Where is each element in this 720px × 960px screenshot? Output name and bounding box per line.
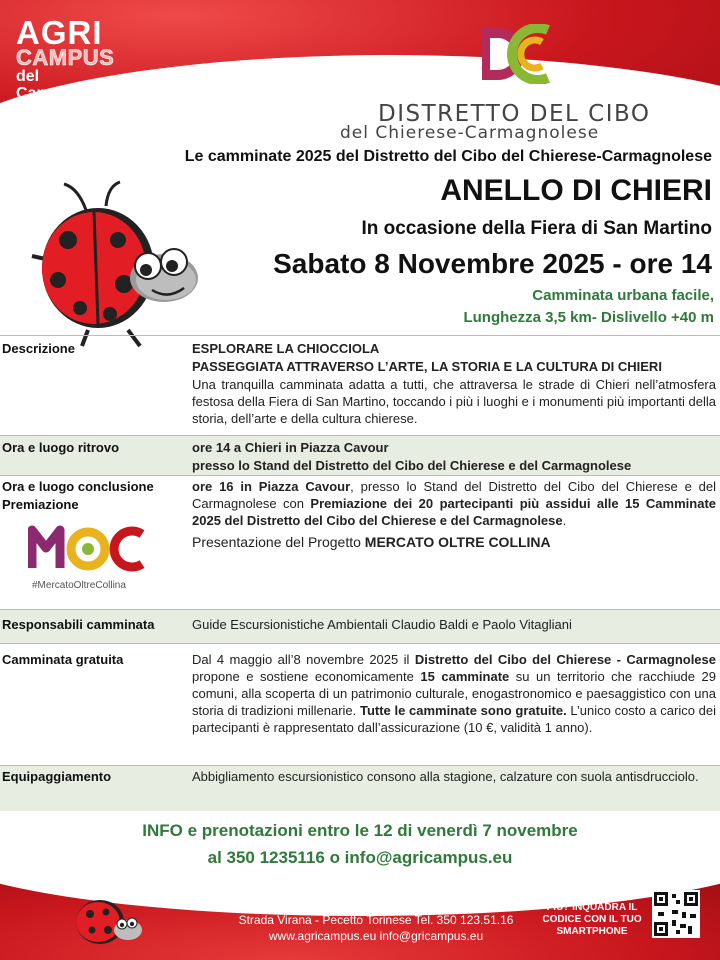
qr-code-icon[interactable] [652, 890, 700, 938]
ritrovo-line1: ore 14 a Chieri in Piazza Cavour [192, 440, 389, 455]
mercato-oltre-collina-logo-icon [28, 520, 152, 592]
gratuita-t2: propone e sostiene economicamente [192, 669, 421, 684]
agricampus-logo-line1: AGRI [16, 14, 103, 51]
conclusione-bold2: Premiazione dei 20 partecipanti più assidui alle 15 Camminate 2025 del Distretto del Cibo del Chierese e del Carmagnolese [192, 496, 716, 528]
label-equipaggiamento: Equipaggiamento [2, 769, 112, 784]
label-descrizione: Descrizione [2, 341, 75, 356]
label-ritrovo: Ora e luogo ritrovo [2, 440, 120, 455]
info-line2: al 350 1235116 o info@agricampus.eu [207, 848, 513, 867]
footer-qr-cta: VUOI SAPERNE DI PIÙ? INQUADRA IL CODICE CON IL TUO SMARTPHONE [542, 890, 642, 937]
distretto-logo-subtitle: del Chierese-Carmagnolese [340, 123, 600, 143]
ladybug-mascot-icon [28, 180, 208, 350]
agricampus-logo-line2: CAMPUS [16, 45, 115, 70]
row-responsabili [0, 609, 720, 643]
walk-stats: Lunghezza 3,5 km- Dislivello +40 m [463, 309, 714, 326]
row-gratuita [0, 643, 720, 765]
agricampus-logo [16, 14, 127, 112]
row-conclusione [0, 475, 720, 609]
info-line1: INFO e prenotazioni entro le 12 di venerdì 7 novembre [142, 821, 578, 840]
row-equipaggiamento [0, 765, 720, 811]
label-responsabili: Responsabili camminata [2, 617, 155, 632]
row-descrizione [0, 335, 720, 435]
footer-ladybug-icon [66, 894, 146, 950]
event-date: Sabato 8 Novembre 2025 - ore 14 [273, 248, 712, 279]
label-conclusione: Ora e luogo conclusione [2, 479, 154, 494]
conclusione-text1: , presso lo Stand del Distretto del Cibo del Chierese e del Carmagnolese con [192, 479, 716, 511]
footer-line1: AgriCampus del Cammino® delle Colline torinesi [246, 897, 506, 911]
equipaggiamento-text: Abbigliamento escursionistico consono alla stagione, calzature con suola antisdrucciolo. [192, 769, 699, 784]
agricampus-logo-line3: del Cammino® [16, 68, 101, 102]
gratuita-b2: 15 camminate [420, 669, 510, 684]
distretto-logo-title: DISTRETTO DEL CIBO [378, 101, 651, 127]
gratuita-t1: Dal 4 maggio all’8 novembre 2025 il [192, 652, 415, 667]
descrizione-title2: PASSEGGIATA ATTRAVERSO L’ARTE, LA STORIA E LA CULTURA DI CHIERI [192, 359, 662, 374]
descrizione-title1: ESPLORARE LA CHIOCCIOLA [192, 341, 380, 356]
gratuita-t4: L’unico costo a carico dei partecipanti è rappresentato dall’assicurazione (10 €, validità 1 anno). [192, 703, 716, 735]
ritrovo-line2: presso lo Stand del Distretto del Cibo del Chierese e del Carmagnolese [192, 458, 632, 473]
footer-line3: www.agricampus.eu info@gricampus.eu [268, 929, 484, 943]
descrizione-text: Una tranquilla camminata adatta a tutti, che attraversa le strade di Chieri nell’atmosfera festosa della Fiera di San Martino, toccando i più i luoghi e i monumenti più importanti della storia, dell’arte e della cultura chierese. [192, 377, 716, 426]
conclusione-bold1: ore 16 in Piazza Cavour [192, 479, 351, 494]
presentazione-text: Presentazione del Progetto [192, 534, 365, 550]
event-title: ANELLO DI CHIERI [440, 174, 712, 207]
presentazione-bold: MERCATO OLTRE COLLINA [364, 534, 551, 550]
event-occasion: In occasione della Fiera di San Martino [361, 218, 712, 239]
presentazione-line [192, 534, 716, 551]
footer-line2: Strada Virana - Pecetto Torinese Tel. 350 123.51.16 [238, 913, 514, 927]
footer-contacts [226, 896, 526, 944]
gratuita-text [192, 651, 716, 736]
responsabili-text: Guide Escursionistiche Ambientali Claudio Baldi e Paolo Vitagliani [192, 617, 572, 632]
series-heading: Le camminate 2025 del Distretto del Cibo del Chierese-Carmagnolese [184, 148, 712, 165]
agricampus-logo-line4: DELLE COLLINE TORINESI [16, 102, 127, 111]
gratuita-t3: su un territorio che racchiude 29 comuni, alla scoperta di un patrimonio culturale, enogastronomico e paesaggistico con una storia di tradizioni millenarie. [192, 669, 716, 718]
label-premiazione: Premiazione [2, 497, 79, 512]
moc-hashtag: #MercatoOltreCollina [32, 580, 126, 591]
conclusione-text2: . [562, 513, 567, 528]
distretto-dc-logo-icon [478, 24, 554, 84]
gratuita-b3: Tutte le camminate sono gratuite. [359, 703, 567, 718]
label-gratuita: Camminata gratuita [2, 652, 124, 667]
conclusione-text [192, 478, 716, 529]
gratuita-b1: Distretto del Cibo del Chierese - Carmagnolese [414, 652, 717, 667]
walk-type: Camminata urbana facile, [532, 287, 714, 304]
row-ritrovo [0, 435, 720, 475]
